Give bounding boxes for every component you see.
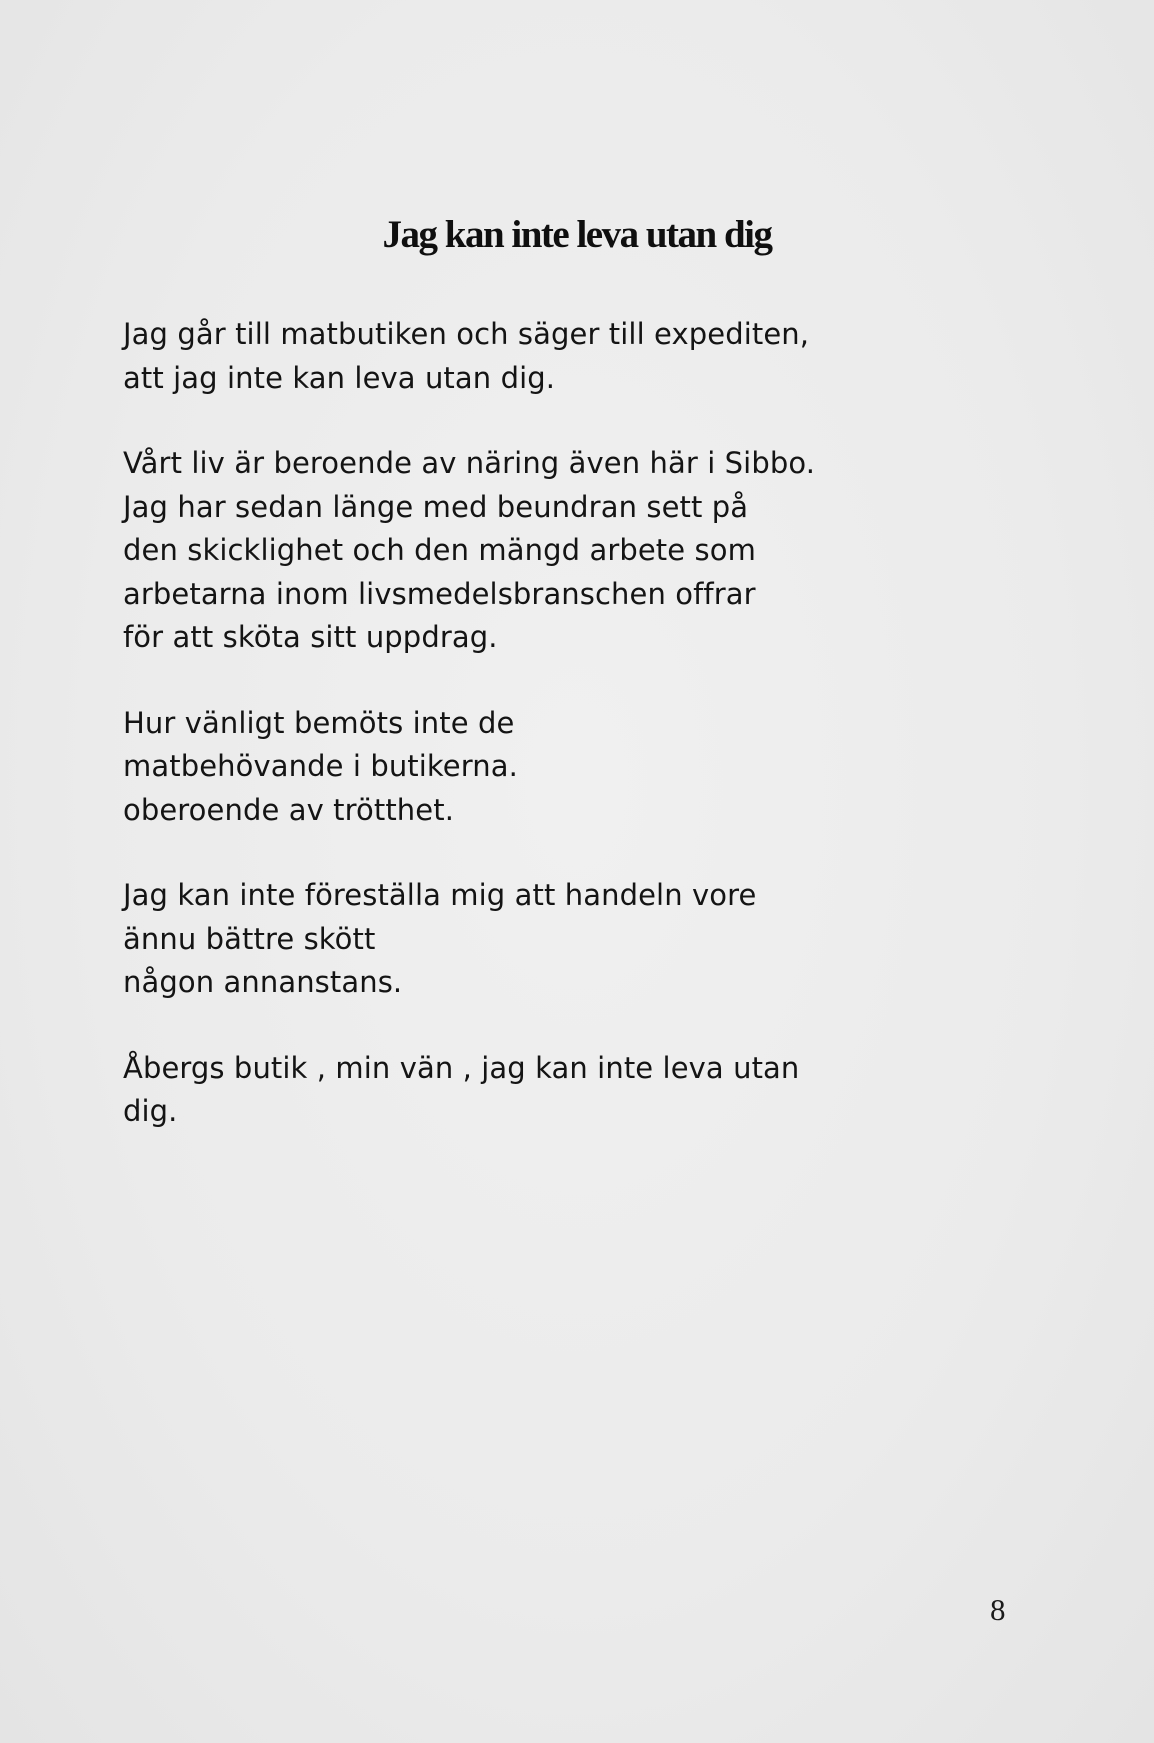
poem-line: arbetarna inom livsmedelsbranschen offrar	[123, 576, 756, 611]
poem-line: att jag inte kan leva utan dig.	[123, 360, 556, 395]
stanza-1	[123, 313, 983, 400]
poem-title: Jag kan inte leva utan dig	[382, 213, 772, 256]
poem-line: Jag har sedan länge med beundran sett på	[123, 489, 749, 524]
poem-line: dig.	[123, 1094, 178, 1128]
poem-line: Hur vänligt bemöts inte de	[123, 705, 515, 740]
poem-line: för att sköta sitt uppdrag.	[123, 620, 498, 654]
poem-line: Vårt liv är beroende av näring även här i Sibbo.	[123, 446, 816, 480]
stanza-5	[123, 1047, 983, 1134]
poem-line: Jag kan inte föreställa mig att handeln vore	[123, 878, 757, 912]
poem-line: oberoende av trötthet.	[123, 792, 455, 827]
poem-line: någon annanstans.	[123, 965, 403, 999]
page-number: 8	[990, 1592, 1006, 1627]
poem-line: ännu bättre skött	[123, 921, 376, 956]
poem-body	[123, 313, 983, 1176]
stanza-2	[123, 442, 983, 660]
poem-line: Jag går till matbutiken och säger till expediten,	[123, 317, 810, 351]
poem-line: den skicklighet och den mängd arbete som	[123, 533, 756, 567]
poem-line: matbehövande i butikerna.	[123, 749, 518, 783]
stanza-3	[123, 702, 983, 833]
stanza-4	[123, 874, 983, 1005]
poem-line: Åbergs butik , min vän , jag kan inte leva utan	[123, 1050, 800, 1085]
